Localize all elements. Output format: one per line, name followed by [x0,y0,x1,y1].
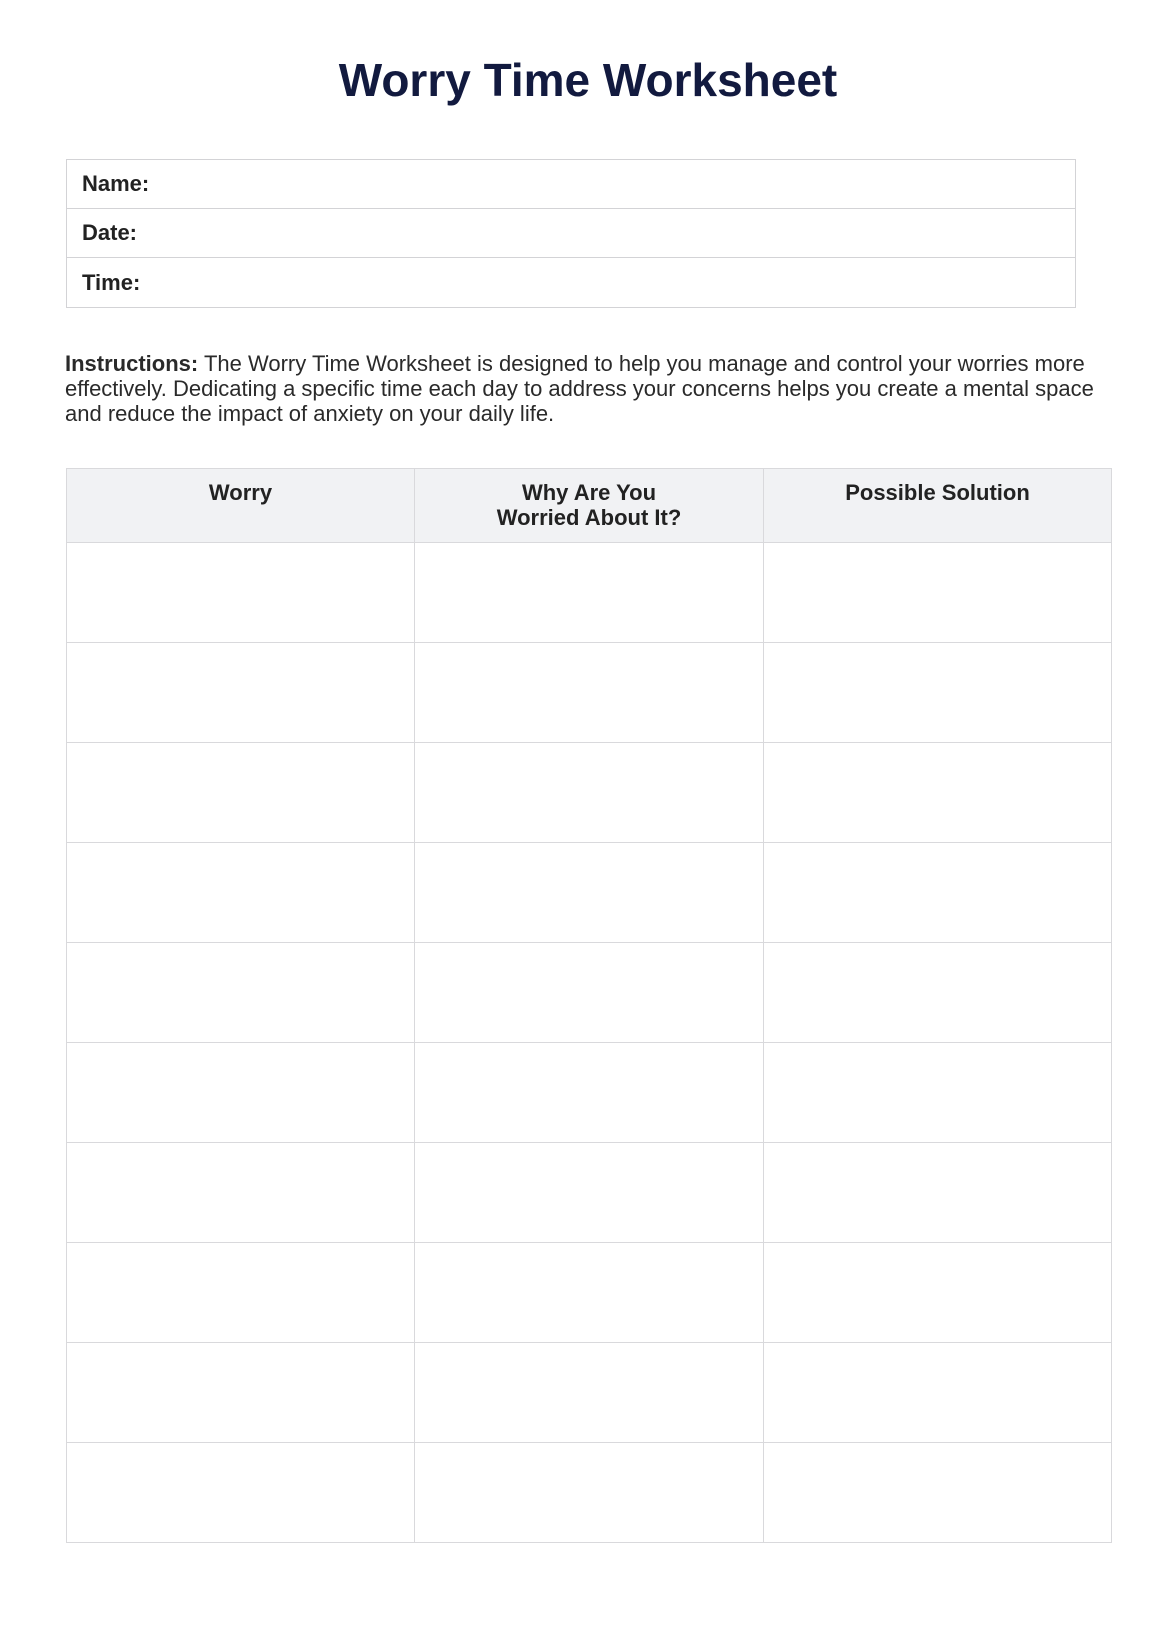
header-why-line1: Why Are You [521,480,657,505]
solution-cell[interactable] [764,1343,1112,1443]
why-cell[interactable] [415,843,764,943]
solution-cell[interactable] [764,643,1112,743]
solution-cell[interactable] [764,1043,1112,1143]
table-row [67,943,1112,1043]
table-row [67,743,1112,843]
solution-cell[interactable] [764,743,1112,843]
worry-cell[interactable] [67,1443,415,1543]
time-label: Time: [82,269,141,295]
worry-cell[interactable] [67,1243,415,1343]
instructions-paragraph [65,351,1095,426]
table-row [67,643,1112,743]
why-cell[interactable] [415,543,764,643]
table-row [67,843,1112,943]
solution-cell[interactable] [764,1443,1112,1543]
why-cell[interactable] [415,1043,764,1143]
worry-cell[interactable] [67,843,415,943]
worry-cell[interactable] [67,943,415,1043]
info-fields-box [66,159,1076,308]
worry-cell[interactable] [67,643,415,743]
time-field[interactable] [67,258,1075,307]
date-field[interactable] [67,209,1075,258]
header-why-line2: Worried About It? [496,505,682,530]
table-body [67,543,1112,1543]
worry-cell[interactable] [67,1143,415,1243]
table-header-row [67,469,1112,543]
worry-cell[interactable] [67,1343,415,1443]
date-label: Date: [82,220,138,245]
why-cell[interactable] [415,1143,764,1243]
why-cell[interactable] [415,1443,764,1543]
worry-table [66,468,1112,1543]
table-row [67,543,1112,643]
solution-cell[interactable] [764,1143,1112,1243]
header-why-worried [415,469,764,543]
table-row [67,1043,1112,1143]
header-worry: Worry [67,469,415,543]
solution-cell[interactable] [764,543,1112,643]
table-row [67,1143,1112,1243]
why-cell[interactable] [415,1343,764,1443]
solution-cell[interactable] [764,1243,1112,1343]
why-cell[interactable] [415,643,764,743]
worry-cell[interactable] [67,543,415,643]
solution-cell[interactable] [764,843,1112,943]
table-row [67,1443,1112,1543]
worry-cell[interactable] [67,1043,415,1143]
table-row [67,1243,1112,1343]
worry-cell[interactable] [67,743,415,843]
why-cell[interactable] [415,1243,764,1343]
solution-cell[interactable] [764,943,1112,1043]
page-title: Worry Time Worksheet [338,54,838,106]
name-label: Name: [82,171,150,196]
table-row [67,1343,1112,1443]
why-cell[interactable] [415,743,764,843]
why-cell[interactable] [415,943,764,1043]
name-field[interactable] [67,160,1075,209]
instructions-label: Instructions: [65,351,199,376]
instructions-text: The Worry Time Worksheet is designed to help you manage and control your worries more effectively. Dedicating a specific time each day to address your concerns helps you create a mental space and reduce the impact of anxiety on your daily life. [65,351,1094,426]
header-possible-solution: Possible Solution [764,469,1112,543]
